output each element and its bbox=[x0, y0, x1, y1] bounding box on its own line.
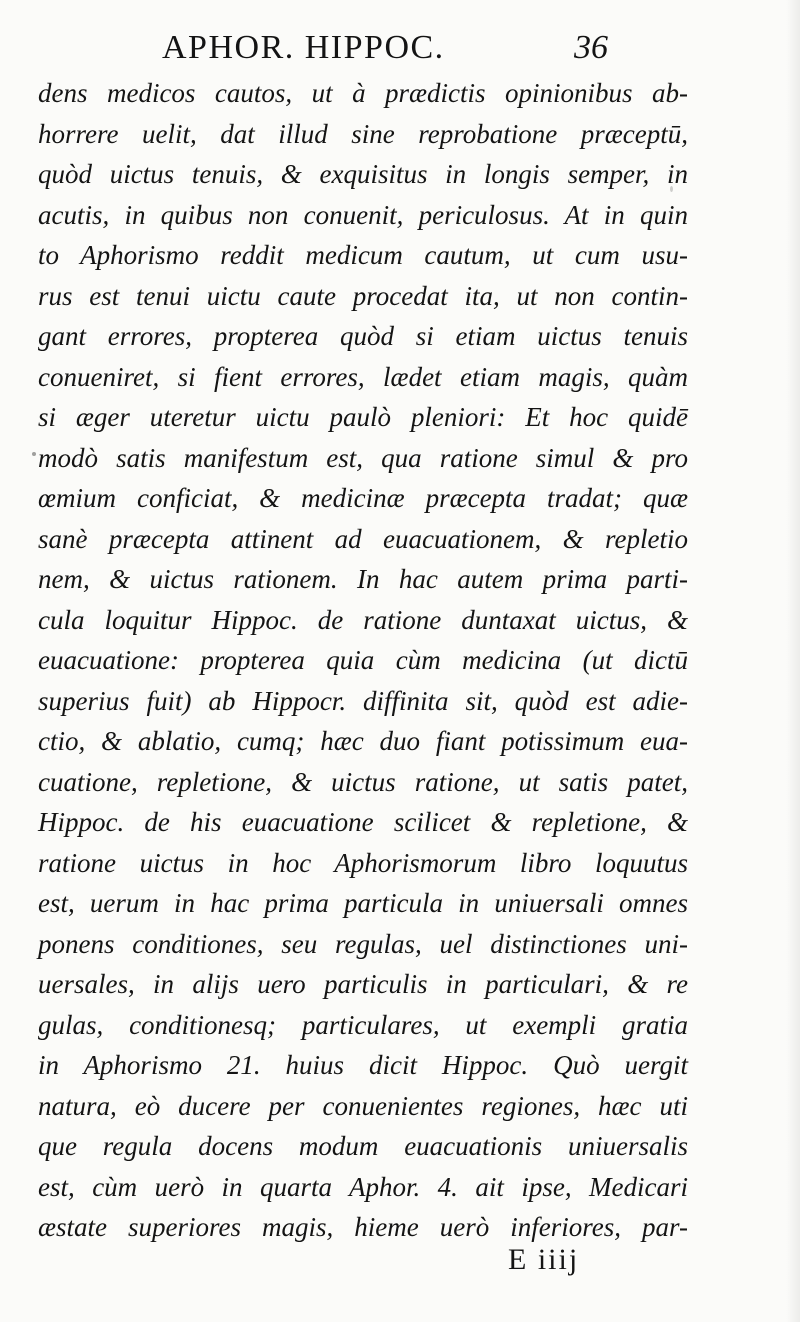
text-line: est, cùm uerò in quarta Aphor. 4. ait ipse, Medicari bbox=[38, 1171, 688, 1202]
text-line: ponens conditiones, seu regulas, uel distinctiones uni- bbox=[38, 928, 688, 959]
running-head: APHOR. HIPPOC. bbox=[162, 29, 445, 66]
page-footer bbox=[0, 1240, 800, 1280]
text-line: gant errores, propterea quòd si etiam uictus tenuis bbox=[38, 321, 688, 351]
text-line: modò satis manifestum est, qua ratione simul & pro bbox=[38, 442, 688, 473]
text-line: uersales, in alijs uero particulis in particulari, & re bbox=[38, 969, 688, 999]
text-line: gulas, conditionesq; particulares, ut exempli gratia bbox=[38, 1009, 688, 1040]
text-line: natura, eò ducere per conuenientes regiones, hæc uti bbox=[38, 1090, 688, 1121]
text-line: conueniret, si fient errores, lædet etiam magis, quàm bbox=[38, 361, 688, 392]
page-number: 36 bbox=[574, 29, 608, 66]
text-line: cuatione, repletione, & uictus ratione, ut satis patet, bbox=[38, 766, 688, 797]
text-line: horrere uelit, dat illud sine reprobatione præceptū, bbox=[38, 118, 688, 149]
text-line: ctio, & ablatio, cumq; hæc duo fiant potissimum eua- bbox=[38, 726, 688, 756]
text-line: que regula docens modum euacuationis uniuersalis bbox=[38, 1131, 688, 1161]
page-header bbox=[0, 26, 800, 70]
text-line: nem, & uictus rationem. In hac autem prima parti- bbox=[38, 564, 688, 594]
text-line: euacuatione: propterea quia cùm medicina (ut dictū bbox=[38, 645, 688, 675]
text-line: to Aphorismo reddit medicum cautum, ut cum usu- bbox=[38, 240, 688, 270]
text-line: Hippoc. de his euacuatione scilicet & repletione, & bbox=[38, 807, 688, 837]
text-line: ratione uictus in hoc Aphorismorum libro loquutus bbox=[38, 847, 688, 878]
text-line: dens medicos cautos, ut à prædictis opinionibus ab- bbox=[38, 78, 688, 108]
text-line: est, uerum in hac prima particula in uniuersali omnes bbox=[38, 888, 688, 918]
text-line: si æger uteretur uictu paulò pleniori: Et hoc quidē bbox=[38, 402, 688, 432]
text-line: cula loquitur Hippoc. de ratione duntaxat uictus, & bbox=[38, 604, 688, 635]
page-edge-shadow bbox=[786, 0, 800, 1322]
text-line: æstate superiores magis, hieme uerò inferiores, par- bbox=[38, 1212, 688, 1242]
signature-mark: E iiij bbox=[508, 1243, 580, 1276]
text-line: superius fuit) ab Hippocr. diffinita sit, quòd est adie- bbox=[38, 685, 688, 716]
text-line: in Aphorismo 21. huius dicit Hippoc. Quò uergit bbox=[38, 1050, 688, 1080]
text-line: sanè præcepta attinent ad euacuationem, & repletio bbox=[38, 523, 688, 554]
text-line: quòd uictus tenuis, & exquisitus in longis semper, in bbox=[38, 159, 688, 189]
text-line: œmium conficiat, & medicinæ præcepta tradat; quæ bbox=[38, 483, 688, 513]
text-line: acutis, in quibus non conuenit, periculosus. At in quin bbox=[38, 199, 688, 230]
ink-speck bbox=[32, 452, 36, 456]
text-line: rus est tenui uictu caute procedat ita, ut non contin- bbox=[38, 280, 688, 311]
body-text bbox=[38, 73, 688, 1248]
ink-speck bbox=[670, 186, 673, 192]
